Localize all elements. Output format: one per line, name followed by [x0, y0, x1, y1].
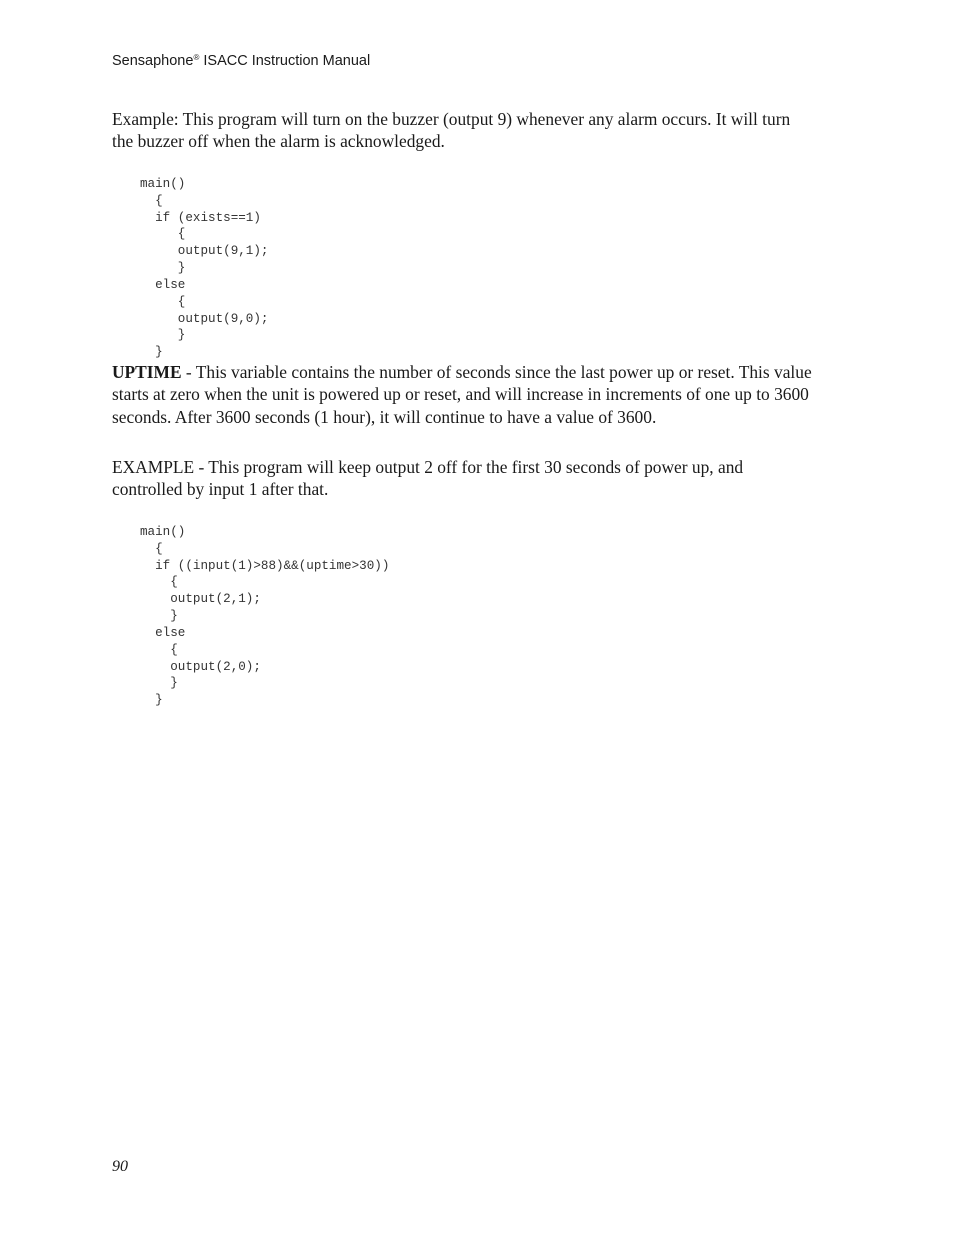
code-line: if (exists==1) [140, 210, 261, 225]
uptime-description: - This variable contains the number of seconds since the last power up or reset. This value starts at zero when the unit is powered up or reset, and will increase in increments of one up to 3600 seconds. After 3600 seconds (1 hour), it will continue to have a value of 3600. [112, 362, 812, 427]
code-line: } [140, 261, 186, 276]
code-block-1 [140, 159, 268, 378]
code-line: { [140, 227, 186, 242]
code-line: main() [140, 524, 186, 539]
uptime-term: UPTIME [112, 362, 182, 382]
code-line: } [140, 609, 178, 624]
code-line: { [140, 541, 163, 556]
example-2-paragraph: EXAMPLE - This program will keep output 2 off for the first 30 seconds of power up, and controlled by input 1 after that. [112, 457, 744, 500]
code-line: else [140, 625, 186, 640]
code-line: output(9,1); [140, 244, 269, 259]
code-block-2 [140, 507, 389, 726]
code-line: output(2,1); [140, 592, 261, 607]
running-header [112, 52, 370, 70]
uptime-paragraph [112, 361, 812, 428]
code-line: output(2,0); [140, 659, 261, 674]
code-line: } [140, 676, 178, 691]
code-line: } [140, 328, 186, 343]
code-line: { [140, 294, 186, 309]
code-line: output(9,0); [140, 311, 269, 326]
page-number: 90 [112, 1158, 128, 1175]
code-line: } [140, 345, 163, 360]
code-line: { [140, 642, 178, 657]
code-line: else [140, 277, 186, 292]
code-line: { [140, 193, 163, 208]
code-line: } [140, 693, 163, 708]
registered-mark: ® [193, 53, 200, 62]
header-brand: Sensaphone [112, 53, 194, 69]
code-line: if ((input(1)>88)&&(uptime>30)) [140, 558, 390, 573]
code-line: main() [140, 176, 186, 191]
header-title: ISACC Instruction Manual [199, 53, 371, 69]
code-line: { [140, 575, 178, 590]
example-1-paragraph: Example: This program will turn on the buzzer (output 9) whenever any alarm occurs. It will turn the buzzer off when the alarm is acknowledged. [112, 109, 791, 152]
